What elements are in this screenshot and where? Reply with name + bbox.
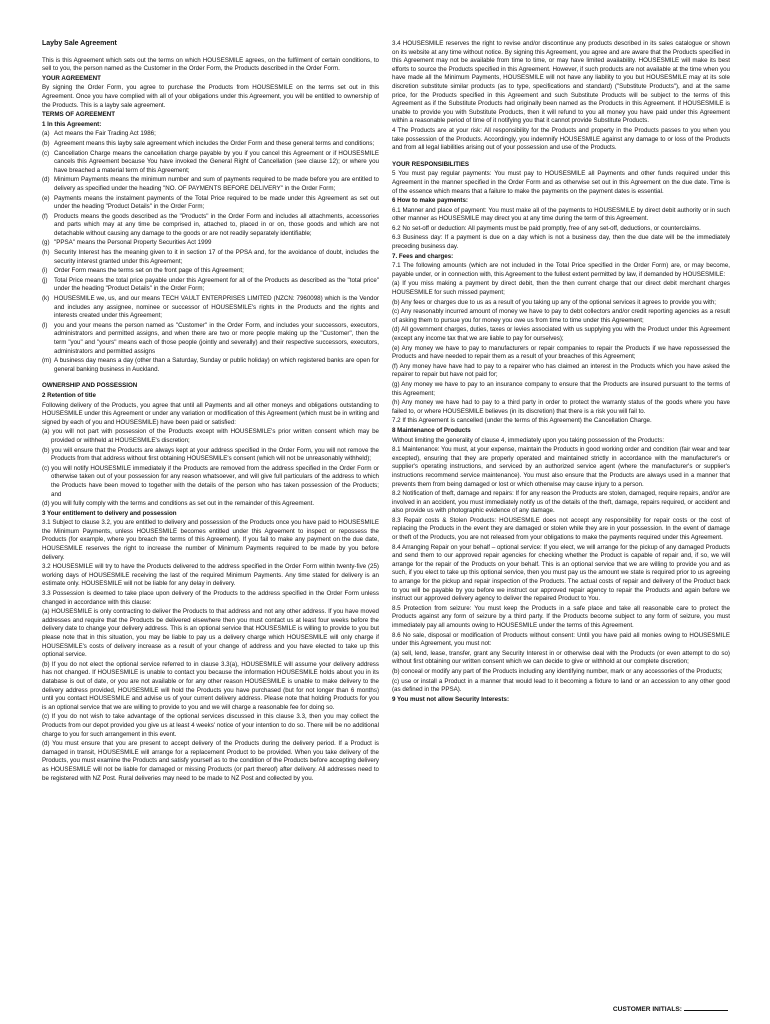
definition-text: Total Price means the total price payable under this Agreement for all of the Products as described as the "total price" under the heading "Product Details" in the Order Form; [54,276,379,293]
definition-label: (d) [42,176,50,184]
clause-paragraph: 8.6 No sale, disposal or modification of Products without consent: Until you have paid all monies owing to HOUSESMILE under this Agreement, you must not: [392,631,730,648]
section-heading: OWNERSHIP AND POSSESSION [42,382,138,390]
clause-paragraph: 6.1 Manner and place of payment: You must make all of the payments to HOUSESMILE by direct debit authority or in such other manner as HOUSESMILE may direct you at any time during the term of this Agreement. [392,206,730,223]
clause-paragraph: 8.4 Arranging Repair on your behalf – optional service: If you elect, we will arrange for the pickup of any damaged Products and send them to our approved repair agencies for checking whether the Product is capable of repair and, if so, we will arrange for the repair of the Products on your behalf. This is an optional service that we are willing to provide you and as such, if you elect to take up this optional service, then you must pay us the amount we state is required prior to us agreeing to arrange for the pickup and repair inspection of the Products. The actual costs of repair and delivery of the Product back to you will be payable by you before we instruct our approved repair agency to repair the Products and again before we instruct our approved delivery agency to deliver the repaired Product to You. [392,543,730,603]
clause-paragraph: 6.2 No set-off or deduction: All payments must be paid promptly, free of any set-off, deductions, or counterclaims. [392,224,701,232]
clause-paragraph: 7.1 The following amounts (which are not included in the Total Price specified in the Order Form) are, or may become, payable under, or in connection with, this Agreement to the fullest extent permitted by law, if demanded by HOUSESMILE: [392,262,730,278]
clause-paragraph: 8.1 Maintenance: You must, at your expense, maintain the Products in good working order and condition (fair wear and tear excepted), ensuring that they are properly operated and maintained strictly in accordance with the manufacturer's or supplier's operating instructions, and serviced by an authorized service agent (where the manufacturer's or supplier's instructions recommend service maintenance). You must also ensure that the Products are always used in a manner that prevents them from being damaged or lost or which otherwise may cause injury to a person. [392,446,730,488]
definition-text: Payments means the instalment payments of the Total Price required to be made under this Agreement as set out under the heading "Product Details" in the Order Form; [54,194,379,211]
document-title: Layby Sale Agreement [42,40,117,47]
clause-paragraph: (a) sell, lend, lease, transfer, grant any Security Interest in or otherwise deal with the Products (or even attempt to do so) without first obtaining our written consent which we can decide to give or withhold at our complete discretion; [392,649,730,666]
initials-line [684,1010,728,1011]
definition-label: (m) [42,357,52,365]
definition-text: Cancellation Charge means the cancellation charge payable by you if you cancel this Agreement or if HOUSESMILE cancels this Agreement because You have invoked the General Right of Cancellation (see clause 12); or where you have breached a material term of this Agreement; [54,149,379,174]
section-heading: 9 You must not allow Security Interests: [392,695,510,703]
definition-text: "PPSA" means the Personal Property Securities Act 1999 [54,239,212,247]
clause-paragraph: (b) Any fees or charges due to us as a result of you taking up any of the optional services it agrees to provide you with; [392,298,716,306]
clause-paragraph: (b) If you do not elect the optional service referred to in clause 3.3(a), HOUSESMILE will assume your delivery address has not changed. If HOUSESMILE is unable to contact you because the information HOUSESMILE holds about you in its database is out of date, or you are not available or for any other reason HOUSESMILE is unable to make delivery to the delivery address provided, HOUSESMILE will hold the Products you have purchased (but for not longer than 6 months) until you contact HOUSESMILE and advise us of your current delivery address. Please note that holding Products for you is an optional service that we are willing to provide to you and we will charge a reasonable fee for doing so. [42,660,379,711]
right-column [392,40,730,705]
section-heading: TERMS OF AGREEMENT [42,111,115,119]
clause-paragraph: 3.4 HOUSESMILE reserves the right to revise and/or discontinue any products described in its sales catalogue or shown on its website at any time without notice. By signing this Agreement, you agree and are aware that the Products specified in this Agreement may not be available from time to time, or may have limited availability. HOUSESMILE will make its best efforts to source the Products specified in this Agreement. However, if such products are not available at the time when you have made all the Minimum Payments, HOUSESMILE will not have any liability to you but HOUSESMILE may at its sole discretion substitute similar products (as to type, specifications and standard) ("Substitute Products"), and at the same price, for the Products specified in this Agreement and such Substitute Products will be subject to the terms of this Agreement as if the Substitute Products had originally been named as the Products in this Agreement. If HOUSESMILE is unable to provide you with Substitute Products, then it will refund to you all money you have paid under this Agreement within a reasonable period of time of it notifying you that it cannot provide Substitute Products. [392,40,730,125]
clause-paragraph: 6.3 Business day: If a payment is due on a day which is not a business day, then the due date will be the immediately preceding business day. [392,234,730,251]
definition-item [42,140,379,149]
clause-paragraph: 8.3 Repair costs & Stolen Products: HOUSESMILE does not accept any responsibility for repair costs or the cost of replacing the Products in the event they are damaged or stolen while they are in your possession. In the event of damage or theft of the Products, you are not released from your obligations to make the payments required under this Agreement. [392,516,730,542]
definition-text: Order Form means the terms set on the front page of this Agreement; [54,267,244,275]
definition-item [42,277,379,294]
section-heading: YOUR RESPONSIBILITIES [392,160,470,168]
clause-paragraph: (a) HOUSESMILE is only contracting to deliver the Products to that address and not any other address. If you have moved addresses and require that the Products be delivered elsewhere then you must contact us at least four weeks before the delivery date to change your delivery address. This is an optional service that HOUSESMILE is willing to provide to you but please note that in this situation, you may be liable to pay us a delivery charge which HOUSESMILE will only charge if HOUSESMILE's costs of delivery increase as a result of your change of address and you have elected to take up this optional service. [42,608,379,659]
definition-text: A business day means a day (other than a Saturday, Sunday or public holiday) on which registered banks are open for general banking business in Auckland. [54,357,379,373]
clause-paragraph: 8.2 Notification of theft, damage and repairs: If for any reason the Products are stolen, damaged, require repairs, and/or are involved in an accident, you must immediately notify us of the details of the theft, damage, repairs required, or accident and also provide us with photographic evidence of any damage. [392,490,730,515]
definition-text: you and your means the person named as "Customer" in the Order Form, and includes your successors, executors, administrators and permitted assigns, and when there are two or more people making up the "Customer", then the term "you" and "yours" means each of those people (jointly and severally) and their respective successors, executors, administrators and permitted assigns [54,321,379,355]
clause-paragraph: (g) Any money we have to pay to an insurance company to ensure that the Products are insured pursuant to the terms of this Agreement; [392,380,730,397]
clause-paragraph: Following delivery of the Products, you agree that until all Payments and all other moneys and obligations outstanding to HOUSESMILE under this Agreement or under any variation or modification of this Agreement (which must be in writing and signed by each of you and HOUSESMILE) have been paid or satisfied: [42,401,379,426]
clause-paragraph: 5 You must pay regular payments: You must pay to HOUSESMILE all Payments and other funds required under this Agreement in the manner specified in the Order Form and as otherwise set out in this Agreement on the due date. Time is of the essence which means that a failure to make the payments on the payment dates is essential. [392,170,730,195]
definition-item [42,150,379,176]
definition-text: Minimum Payments means the minimum number and sum of payments required to be made before you are entitled to delivery as specified under the heading "NO. OF PAYMENTS BEFORE DELIVERY" in the Order Form; [54,176,379,192]
definition-label: (i) [42,267,48,275]
definition-label: (l) [42,321,48,329]
definition-item [42,267,379,276]
definition-label: (c) [42,149,50,157]
definition-text: Products means the goods described as the "Products" in the Order Form and includes all attachments, accessories and parts which may at any time be comprised in, attached to, placed in or on, those goods and which are not detachable without causing any damage to the goods or are not readily separately identifiable; [54,212,379,237]
definition-label: (k) [42,295,50,303]
definition-item [42,213,379,239]
sub-clause: (a) you will not part with possession of the Products except with HOUSESMILE's prior written consent which may be provided or withheld at HOUSESMILE's discretion; [42,428,379,444]
sub-clause: (b) you will ensure that the Products are always kept at your address specified in the Order Form, you will not remove the Products from that address without first obtaining HOUSESMILE's consent (which will not be unreasonably withheld); [42,446,379,463]
clause-paragraph: (a) If you miss making a payment by direct debit, then the then current charge that our direct debit merchant charges HOUSESMILE for such missed payment; [392,280,730,297]
clause-paragraph: 8.5 Protection from seizure: You must keep the Products in a safe place and take all reasonable care to protect the Products against any form of seizure by a third party. If the Products become subject to any form of seizure, you must immediately pay all amounts owing to HOUSESMILE under the terms of this Agreement. [392,604,730,629]
clause-paragraph: (d) You must ensure that you are present to accept delivery of the Products during the delivery period. If a Product is damaged in transit, HOUSESMILE will arrange for a replacement Product to be provided. When you take delivery of the Products, you must examine the Products and satisfy yourself as to the condition of the Products before accepting delivery as HOUSESMILE will not be liable for damaged or missing Products (or part thereof) after delivery. All addresses need to be registered with NZ Post. Rural deliveries may need to be made to NZ Post and collected by you. [42,740,379,782]
sub-clause: (d) you will fully comply with the terms and conditions as set out in the remainder of this Agreement. [42,500,315,508]
definition-item [42,249,379,266]
definition-item [42,130,379,139]
clause-paragraph: 3.3 Possession is deemed to take place upon delivery of the Products to the address specified in the Order Form unless changed in accordance with this clause: [42,590,379,606]
clause-paragraph: 4 The Products are at your risk: All responsibility for the Products and property in the Products passes to you when you take possession of the Products. Accordingly, you indemnify HOUSESMILE against any damage to or loss of the Products and from all legal liabilities arising out of your possession and use of the Products. [392,126,730,152]
clause-paragraph: 7.2 If this Agreement is cancelled (under the terms of this Agreement) the Cancellation Charge. [392,417,652,425]
definition-label: (g) [42,239,50,247]
customer-initials-label: CUSTOMER INITIALS: [612,1006,682,1013]
clause-paragraph: (c) use or install a Product in a manner that would lead to it becoming a fixture to land or an accession to any other good (as defined in the PPSA). [392,677,730,694]
left-column [42,40,379,784]
definition-item [42,295,379,321]
clause-paragraph: (f) Any money have have had to pay to a repairer who has claimed an interest in the Products which you have asked the repairer to repair but have not paid for; [392,362,730,379]
section-heading: YOUR AGREEMENT [42,74,101,82]
section-heading: 2 Retention of title [42,391,96,399]
definition-text: Act means the Fair Trading Act 1986; [54,130,156,138]
definition-label: (j) [42,276,48,284]
definition-item [42,195,379,212]
clause-paragraph: (e) Any money we have to pay to manufacturers or repair companies to repair the Products if we have repossessed the Products and have needed to repair them as a result of your breaches of this Agreement; [392,344,730,361]
section-heading: 6 How to make payments: [392,197,468,205]
definition-item [42,322,379,356]
sub-clause: (c) you will notify HOUSESMILE immediately if the Products are removed from the address specified in the Order Form or otherwise taken out of your possession for any reason whatsoever, and will give full particulars of the address to which the Products have been moved to together with the details of the person who has taken possession of the Products; and [42,464,379,498]
definition-label: (a) [42,130,50,138]
definition-label: (b) [42,139,50,147]
definition-label: (e) [42,194,50,202]
section-gap [392,154,730,161]
definition-item [42,239,379,248]
definition-item [42,176,379,193]
clause-paragraph: (h) Any money we have had to pay to a third party in order to protect the warranty status of the goods where you have failed to, or where HOUSESMILE believes (in its discretion) that there is a risk you will fail to. [392,399,730,415]
section-heading: 1 In this Agreement: [42,120,102,128]
clause-paragraph: By signing the Order Form, you agree to purchase the Products from HOUSESMILE on the terms set out in this Agreement. Once you have complied with all of your obligations under this Agreement, you will be entitled to ownership of the Products. This is a layby sale agreement. [42,84,379,109]
clause-paragraph: This is this Agreement which sets out the terms on which HOUSESMILE agrees, on the fulfilment of certain conditions, to sell to you, the person named as the Customer in the Order Form, the Products described in the Order Form. [42,56,379,73]
section-gap [42,375,379,382]
section-heading: 8 Maintenance of Products [392,426,471,434]
section-heading: 3 Your entitlement to delivery and possession [42,509,177,517]
definition-item [42,357,379,374]
definition-text: Agreement means this layby sale agreement which includes the Order Form and these general terms and conditions; [54,139,375,147]
definition-label: (h) [42,249,50,257]
clause-paragraph: 3.1 Subject to clause 3.2, you are entitled to delivery and possession of the Products once you have paid to HOUSESMILE the Minimum Payments, unless HOUSESMILE becomes entitled under this Agreement to inspect or repossess the Products (for example, where you breach the terms of this Agreement). If you fail to make any payment on the due date, HOUSESMILE reserves the right to increase the number of Minimum Payments required to be made by you before delivery. [42,519,379,561]
customer-initials-field [613,1006,728,1013]
definition-label: (f) [42,212,48,220]
section-heading: 7. Fees and charges: [392,252,454,260]
clause-paragraph: Without limiting the generality of clause 4, immediately upon you taking possession of the Products: [392,436,665,444]
clause-paragraph: (d) All government charges, duties, taxes or levies associated with us supplying you with the Product under this Agreement (except any income tax that we are liable to pay for ourselves); [392,326,730,342]
definition-text: Security Interest has the meaning given to it in section 17 of the PPSA and, for the avoidance of doubt, includes the security interest granted under this Agreement; [54,249,379,265]
definition-text: HOUSESMILE we, us, and our means TECH VAULT ENTERPRISES LIMITED (NZCN: 7960098) which is the Vendor and includes any assignee, nominee or successor of HOUSESMILE's rights in the Products and the rights and interests created under this Agreement; [54,295,379,320]
clause-paragraph: 3.2 HOUSESMILE will try to have the Products delivered to the address specified in the Order Form within twenty-five (25) working days of HOUSESMILE receiving the last of the required Minimum Payments. Any time stated for delivery is an estimate only. HOUSESMILE will not be liable for any delay in delivery. [42,563,379,588]
clause-paragraph: (c) Any reasonably incurred amount of money we have to pay to debt collectors and/or credit reporting agencies as a result of asking them to pursue you for money you owe us from time to time under this Agreement; [392,308,730,324]
clause-paragraph: (c) If you do not wish to take advantage of the optional services discussed in this clause 3.3, then you may collect the Products from our depot provided you give us at least 4 weeks' notice of your intention to do so. There will be no additional charge to you for such arrangement in this event. [42,713,379,738]
clause-paragraph: (b) conceal or modify any part of the Products including any identifying number, mark or any accessories of the Products; [392,667,723,675]
